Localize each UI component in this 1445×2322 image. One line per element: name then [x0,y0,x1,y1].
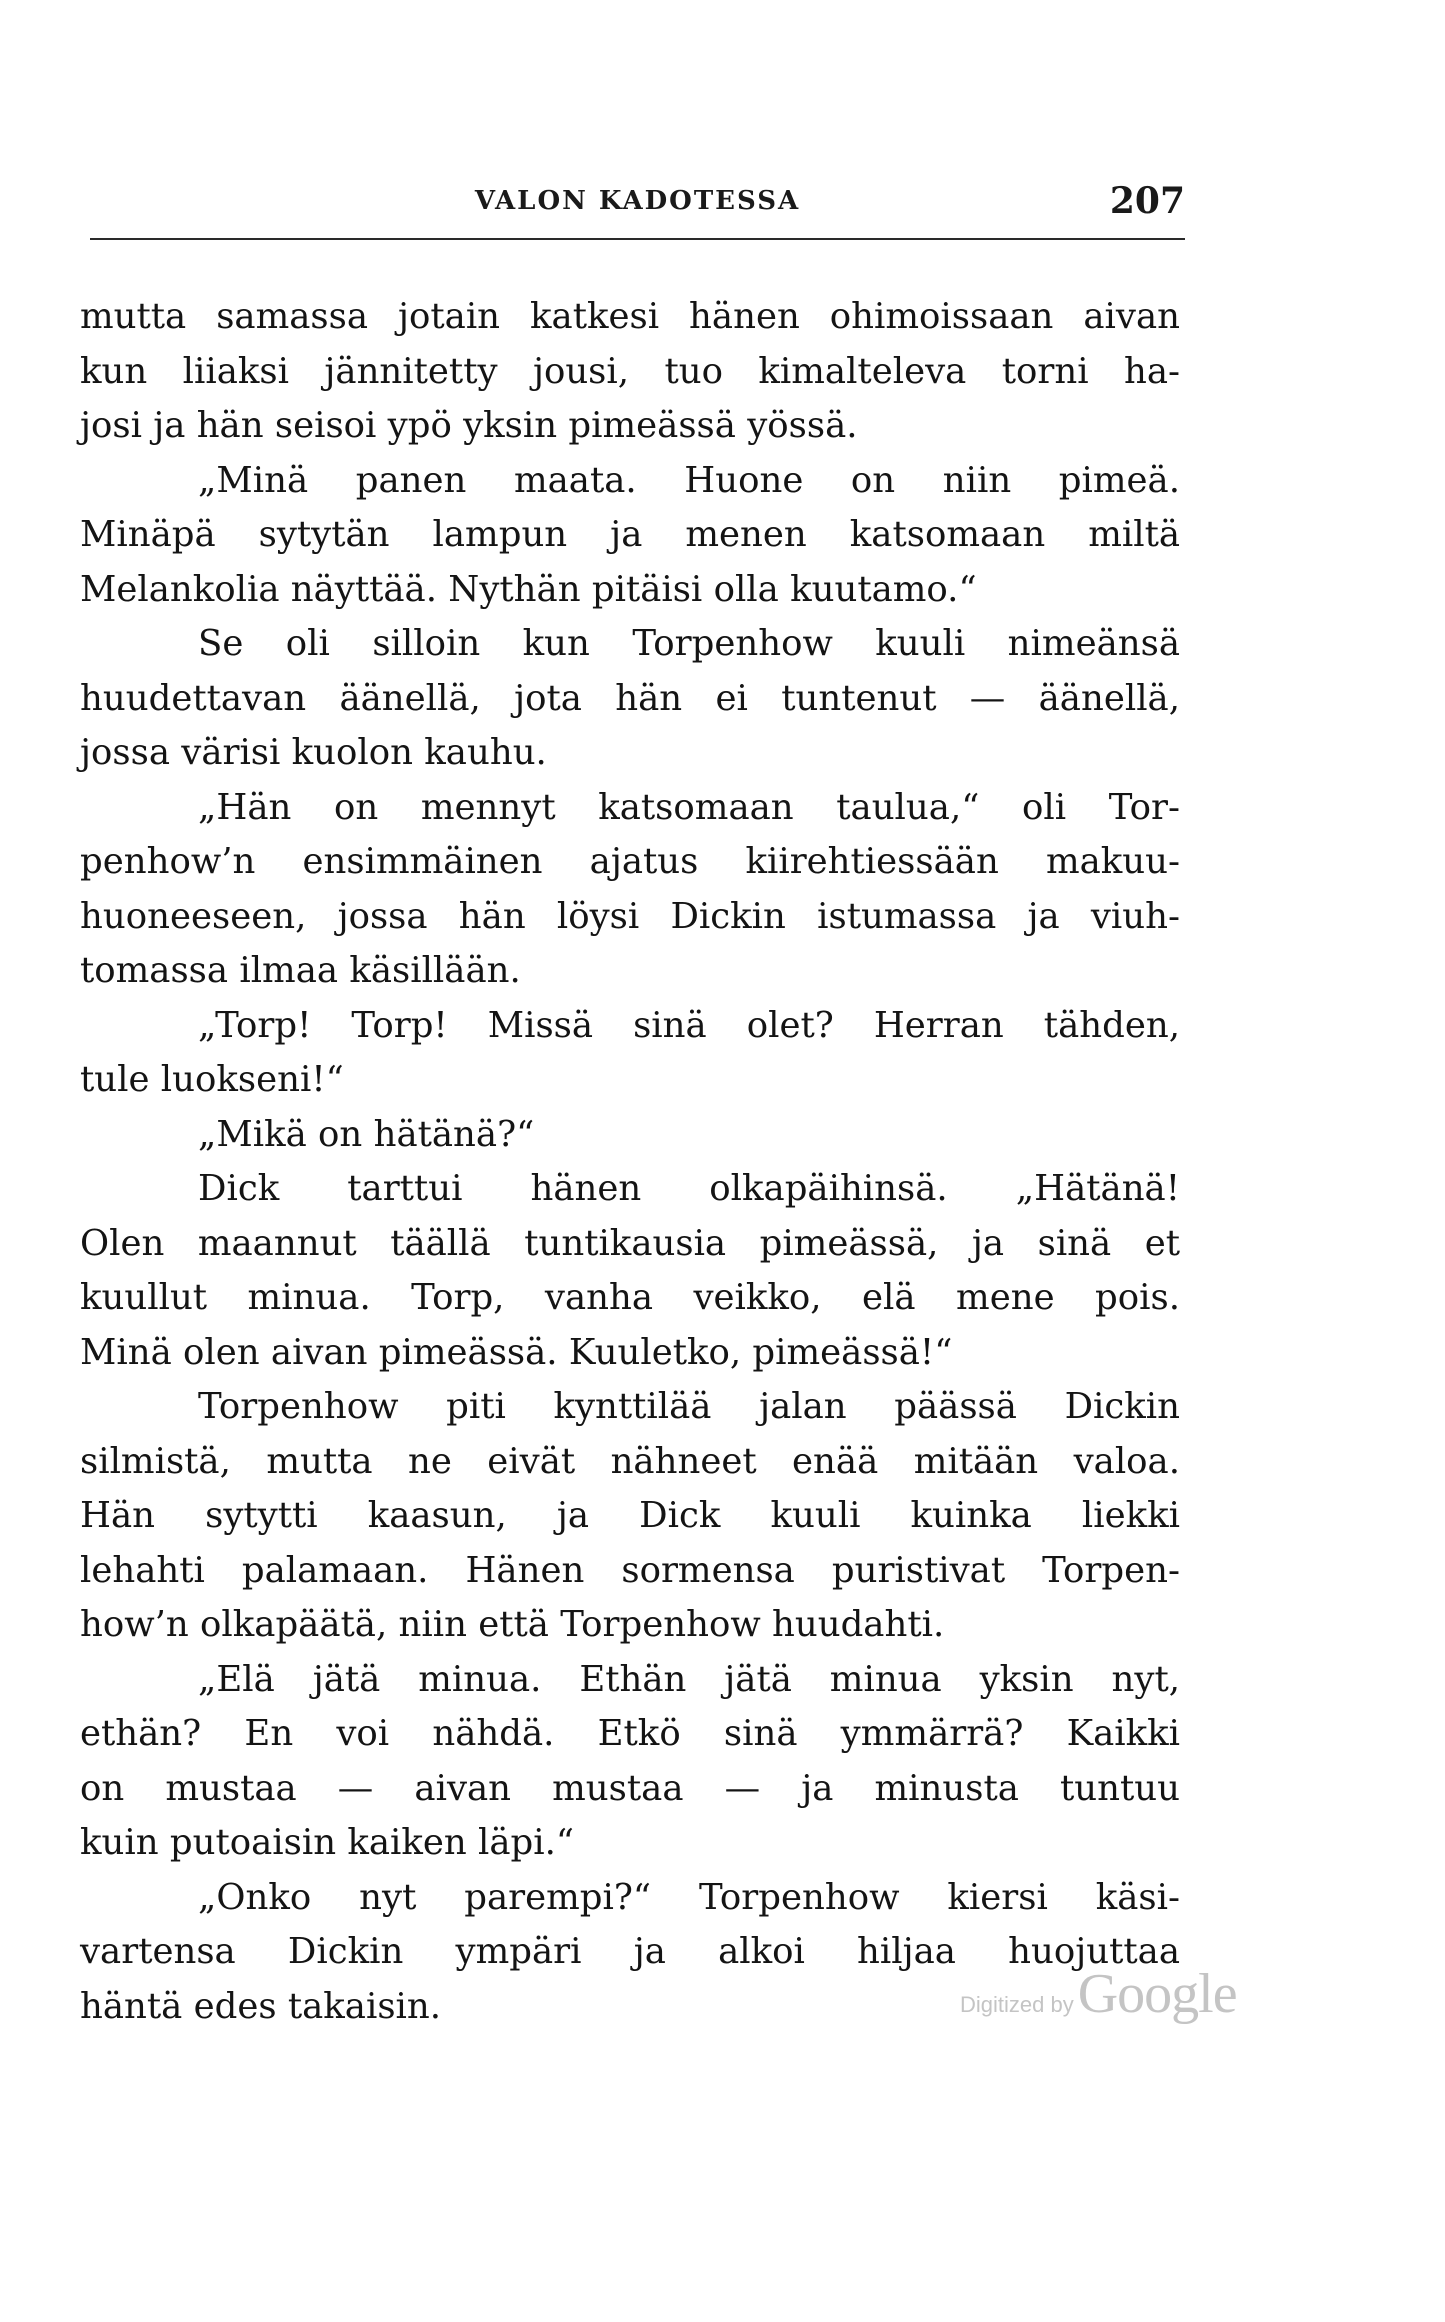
digitized-by-google-watermark [960,1962,1260,2025]
text-line: huoneeseen, jossa hän löysi Dickin istumassa ja viuh- [80,895,1180,937]
text-line: Se oli silloin kun Torpenhow kuuli nimeänsä [198,623,1180,664]
text-line: Olen maannut täällä tuntikausia pimeässä, ja sinä et [80,1222,1180,1264]
page-number: 207 [1109,180,1185,222]
text-line: Minä olen aivan pimeässä. Kuuletko, pimeässä!“ [80,1331,953,1373]
text-line: penhow’n ensimmäinen ajatus kiirehtiessään makuu- [80,841,1180,882]
text-line: häntä edes takaisin. [80,1985,442,2027]
text-line: jossa värisi kuolon kauhu. [80,732,547,773]
text-line: tomassa ilmaa käsillään. [80,950,521,991]
running-title: VALON KADOTESSA [474,186,801,216]
text-line: josi ja hän seisoi ypö yksin pimeässä yössä. [80,405,858,446]
text-line: „Elä jätä minua. Ethän jätä minua yksin nyt, [198,1658,1180,1700]
text-line: „Minä panen maata. Huone on niin pimeä. [198,459,1180,501]
text-line: kun liiaksi jännitetty jousi, tuo kimalteleva torni ha- [80,350,1180,392]
page-header [90,180,1185,230]
text-line: on mustaa — aivan mustaa — ja minusta tuntuu [80,1767,1180,1809]
text-line: how’n olkapäätä, niin että Torpenhow huudahti. [80,1604,945,1645]
text-line: „Mikä on hätänä?“ [198,1113,535,1155]
header-rule [90,238,1185,240]
text-line: lehahti palamaan. Hänen sormensa puristivat Torpen- [80,1549,1180,1591]
body-text [80,290,1180,2034]
text-line: Dick tarttui hänen olkapäihinsä. „Hätänä! [198,1168,1180,1209]
text-line: ethän? En voi nähdä. Etkö sinä ymmärrä? Kaikki [80,1713,1180,1754]
text-line: kuin putoaisin kaiken läpi.“ [80,1822,575,1863]
text-line: Melankolia näyttää. Nythän pitäisi olla kuutamo.“ [80,568,977,610]
text-line: kuullut minua. Torp, vanha veikko, elä mene pois. [80,1277,1180,1318]
watermark-small-text: Digitized by [960,1992,1074,2017]
text-line: Minäpä sytytän lampun ja menen katsomaan miltä [80,514,1180,555]
text-line: mutta samassa jotain katkesi hänen ohimoissaan aivan [80,296,1180,337]
text-line: „Hän on mennyt katsomaan taulua,“ oli Tor- [198,786,1180,828]
google-logo: Google [1077,1963,1237,2025]
text-line: „Onko nyt parempi?“ Torpenhow kiersi käsi- [198,1876,1180,1918]
text-line: silmistä, mutta ne eivät nähneet enää mitään valoa. [80,1440,1180,1482]
text-line: vartensa Dickin ympäri ja alkoi hiljaa huojuttaa [80,1931,1180,1972]
text-line: tule luokseni!“ [80,1059,344,1100]
text-line: Hän sytytti kaasun, ja Dick kuuli kuinka liekki [80,1495,1180,1536]
text-line: Torpenhow piti kynttilää jalan päässä Dickin [198,1386,1180,1427]
text-line: huudettavan äänellä, jota hän ei tuntenut — äänellä, [80,677,1180,719]
text-line: „Torp! Torp! Missä sinä olet? Herran tähden, [198,1004,1180,1046]
